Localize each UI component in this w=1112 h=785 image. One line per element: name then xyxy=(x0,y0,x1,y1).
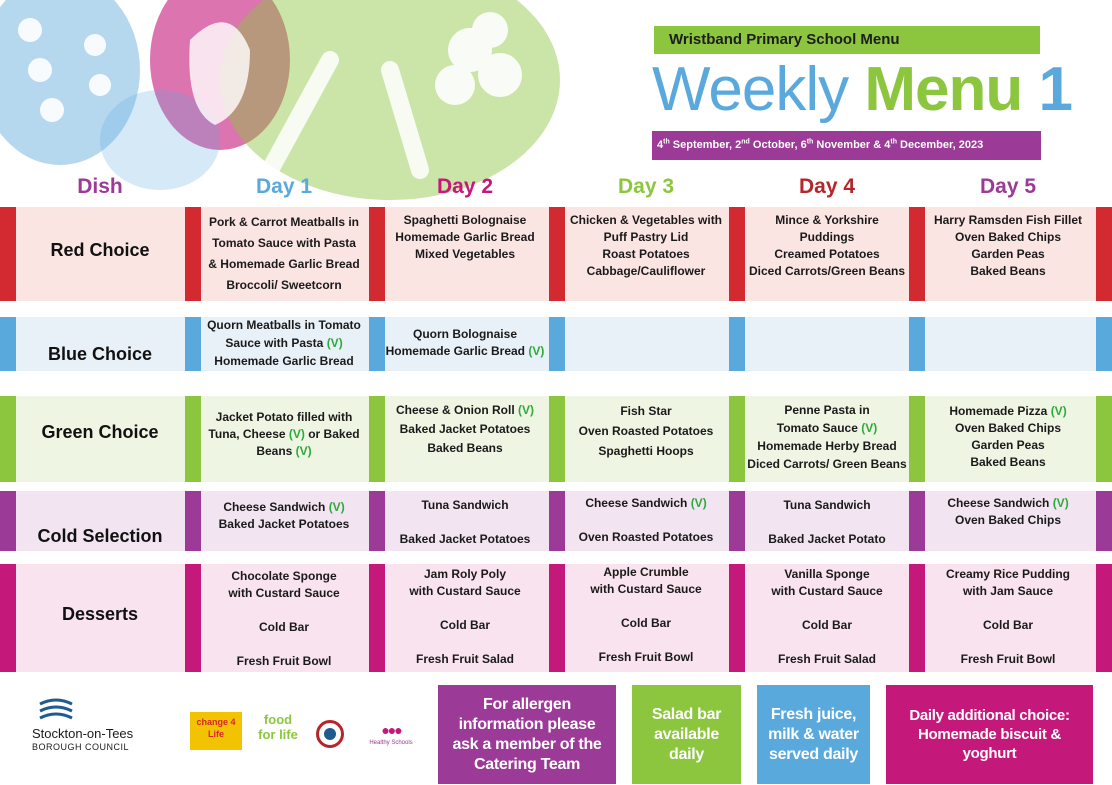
vegetarian-marker: (V) xyxy=(518,403,534,417)
menu-item-line: Oven Roasted Potatoes xyxy=(578,530,714,544)
menu-item-line xyxy=(743,514,911,531)
menu-item-line: with Custard Sauce xyxy=(228,586,340,600)
menu-item-line: Cold Bar xyxy=(439,618,490,632)
menu-item-line: Creamed Potatoes xyxy=(774,247,880,261)
date-rest: October, xyxy=(749,139,801,151)
change4life-text: change 4 Life xyxy=(196,717,236,739)
menu-item-line: Oven Baked Chips xyxy=(954,230,1062,244)
menu-item-line: Baked Jacket Potatoes xyxy=(218,517,350,531)
menu-item-line: Cold Bar xyxy=(801,618,852,632)
date-suffix: nd xyxy=(741,138,750,146)
menu-item-line: Sauce with Pasta (V) xyxy=(225,336,343,350)
menu-item-line: with Custard Sauce xyxy=(771,584,883,598)
menu-item-line xyxy=(381,600,549,617)
color-tab xyxy=(0,207,16,301)
menu-item-line: & Homemade Garlic Bread xyxy=(208,257,360,271)
menu-item-line: Penne Pasta in xyxy=(784,403,870,417)
menu-item-line: Cheese & Onion Roll (V) xyxy=(395,403,534,417)
menu-item-line: Tomato Sauce with Pasta xyxy=(212,236,356,250)
menu-cell xyxy=(562,401,730,461)
menu-item-line: Tuna Sandwich xyxy=(421,498,509,512)
healthy-schools-text: Healthy Schools xyxy=(369,740,413,746)
menu-item-line: Tomato Sauce (V) xyxy=(776,421,878,435)
foodforlife-logo: food for life xyxy=(258,712,298,742)
menu-item-line: Fresh Fruit Bowl xyxy=(960,652,1056,666)
menu-item-line: Puddings xyxy=(799,230,855,244)
menu-item-line: Broccoli/ Sweetcorn xyxy=(226,278,342,292)
menu-item-line: Vanilla Sponge xyxy=(784,567,870,581)
menu-item-line: Homemade Garlic Bread xyxy=(214,354,354,368)
vegetarian-marker: (V) xyxy=(328,500,345,514)
change4life-logo xyxy=(190,712,242,750)
menu-cell xyxy=(924,212,1092,280)
vegetarian-marker: (V) xyxy=(1052,496,1069,510)
menu-item-line: Baked Jacket Potato xyxy=(768,532,886,546)
menu-item-line xyxy=(924,634,1092,651)
menu-item-line: Pork & Carrot Meatballs in xyxy=(208,215,360,229)
vegetarian-marker: (V) xyxy=(295,444,312,458)
menu-item-line: Cheese Sandwich (V) xyxy=(585,496,707,510)
color-tab xyxy=(1096,207,1112,301)
color-tab xyxy=(1096,317,1112,371)
row-label: Desserts xyxy=(61,604,139,624)
menu-item-line: Quorn Meatballs in Tomato xyxy=(207,318,361,332)
menu-item-line: Garden Peas xyxy=(971,247,1045,261)
menu-item-line: with Jam Sauce xyxy=(962,584,1054,598)
column-header-dish: Dish xyxy=(77,175,123,198)
column-header-day2: Day 2 xyxy=(436,175,494,198)
color-tab xyxy=(909,564,925,672)
color-tab xyxy=(0,564,16,672)
menu-item-line: Chicken & Vegetables with xyxy=(569,213,723,227)
menu-item-line: Fish Star xyxy=(620,404,672,418)
salad-bar-box xyxy=(632,685,741,784)
menu-item-line: Diced Carrots/ Green Beans xyxy=(747,457,907,471)
color-tab xyxy=(729,317,745,371)
menu-cell xyxy=(743,497,911,548)
menu-item-line: Diced Carrots/Green Beans xyxy=(748,264,906,278)
page-title xyxy=(652,54,1072,126)
vegetarian-marker: (V) xyxy=(861,421,878,435)
color-tab xyxy=(909,396,925,482)
menu-item-line: Harry Ramsden Fish Fillet xyxy=(933,213,1083,227)
date-rest: November & xyxy=(813,139,885,151)
color-tab xyxy=(185,564,201,672)
menu-cell xyxy=(562,564,730,666)
color-tab xyxy=(909,207,925,301)
color-tab xyxy=(185,317,201,371)
menu-item-line: Jacket Potato filled with xyxy=(215,410,353,424)
date-day: 6 xyxy=(800,139,807,151)
menu-item-line xyxy=(381,514,549,531)
menu-item-line: Puff Pastry Lid xyxy=(603,230,689,244)
color-tab xyxy=(0,491,16,551)
menu-item-line: Cold Bar xyxy=(258,620,309,634)
people-icon: ●●● xyxy=(381,722,401,738)
council-sub: BOROUGH COUNCIL xyxy=(32,742,130,752)
column-header-day3: Day 3 xyxy=(617,175,675,198)
menu-item-line: Cheese Sandwich (V) xyxy=(947,496,1069,510)
menu-cell xyxy=(562,212,730,280)
menu-item-line: Baked Beans xyxy=(970,264,1046,278)
date-suffix: th xyxy=(663,138,670,146)
vegetarian-marker: (V) xyxy=(326,336,343,350)
vegetarian-marker: (V) xyxy=(690,496,707,510)
menu-cell xyxy=(381,326,549,360)
menu-item-line: with Custard Sauce xyxy=(590,582,702,596)
menu-item-line xyxy=(562,632,730,649)
menu-item-line: Creamy Rice Pudding xyxy=(945,567,1071,581)
menu-item-line: Cabbage/Cauliflower xyxy=(586,264,706,278)
color-tab xyxy=(1096,564,1112,672)
salad-bar-text: Salad bar available daily xyxy=(651,705,722,763)
vegetarian-marker: (V) xyxy=(1050,404,1067,418)
color-tab xyxy=(185,396,201,482)
row-label: Cold Selection xyxy=(37,526,163,546)
menu-item-line: Cold Bar xyxy=(620,616,671,630)
date-rest: December, 2023 xyxy=(896,139,984,151)
column-header-day4: Day 4 xyxy=(798,175,856,198)
menu-item-line: Jam Roly Poly xyxy=(423,567,507,581)
menu-item-line xyxy=(200,602,368,619)
menu-cell xyxy=(924,495,1092,529)
menu-item-line xyxy=(381,634,549,651)
menu-cell xyxy=(200,499,368,533)
menu-item-line: Homemade Garlic Bread (V) xyxy=(385,344,545,358)
color-tab xyxy=(185,491,201,551)
menu-item-line: Beans (V) xyxy=(256,444,312,458)
healthy-schools-logo xyxy=(366,722,416,754)
menu-item-line xyxy=(562,598,730,615)
menu-item-line: Cold Bar xyxy=(982,618,1033,632)
daily-choice-text: Daily additional choice: Homemade biscuit & yoghurt xyxy=(909,707,1070,762)
menu-item-line: Tuna, Cheese (V) or Baked xyxy=(208,427,360,441)
menu-cell xyxy=(743,212,911,280)
menu-cell xyxy=(381,212,549,263)
menu-cell xyxy=(562,495,730,546)
menu-item-line: Oven Baked Chips xyxy=(954,421,1062,435)
menu-item-line: Quorn Bolognaise xyxy=(412,327,517,341)
menu-cell xyxy=(381,401,549,458)
menu-item-line xyxy=(743,600,911,617)
title-number: 1 xyxy=(1038,55,1072,124)
menu-item-line: Spaghetti Bolognaise xyxy=(403,213,527,227)
title-weekly: Weekly xyxy=(652,55,849,124)
menu-item-line: Fresh Fruit Salad xyxy=(415,652,515,666)
color-tab xyxy=(549,317,565,371)
menu-cell xyxy=(381,566,549,668)
color-tab xyxy=(1096,396,1112,482)
row-label: Blue Choice xyxy=(47,344,153,364)
menu-cell xyxy=(924,403,1092,471)
menu-cell xyxy=(200,212,368,296)
menu-item-line xyxy=(743,634,911,651)
menu-cell xyxy=(200,409,368,460)
menu-cell xyxy=(200,568,368,670)
menu-item-line: Apple Crumble xyxy=(603,565,689,579)
allergen-info-box xyxy=(438,685,616,784)
vegetable-artwork xyxy=(0,0,560,200)
menu-cell xyxy=(381,497,549,548)
menu-cell xyxy=(743,401,911,473)
row-label: Red Choice xyxy=(50,240,150,260)
menu-item-line xyxy=(200,636,368,653)
vegetarian-marker: (V) xyxy=(288,427,305,441)
menu-item-line: Mixed Vegetables xyxy=(414,247,516,261)
menu-item-line: Spaghetti Hoops xyxy=(598,444,694,458)
menu-item-line: Oven Roasted Potatoes xyxy=(578,424,714,438)
council-logo xyxy=(32,694,172,764)
date-day: 4 xyxy=(657,139,664,151)
daily-choice-box xyxy=(886,685,1093,784)
vegetarian-marker: (V) xyxy=(528,344,545,358)
menu-item-line xyxy=(562,512,730,529)
color-tab xyxy=(185,207,201,301)
menu-item-line: Fresh Fruit Bowl xyxy=(236,654,332,668)
allergen-info-text: For allergen information please ask a member of the Catering Team xyxy=(452,695,602,773)
rosette-center-icon xyxy=(324,728,336,740)
fresh-drinks-text: Fresh juice, milk & water served daily xyxy=(768,705,859,763)
row-label: Green Choice xyxy=(41,422,159,442)
menu-item-line: with Custard Sauce xyxy=(409,584,521,598)
color-tab xyxy=(909,491,925,551)
menu-item-line xyxy=(924,600,1092,617)
menu-item-line: Fresh Fruit Salad xyxy=(777,652,877,666)
menu-item-line: Fresh Fruit Bowl xyxy=(598,650,694,664)
fresh-drinks-box xyxy=(757,685,870,784)
date-suffix: th xyxy=(890,138,897,146)
menu-item-line: Roast Potatoes xyxy=(602,247,690,261)
menu-item-line: Baked Beans xyxy=(427,441,503,455)
date-suffix: th xyxy=(806,138,814,146)
color-tab xyxy=(909,317,925,371)
menu-item-line: Homemade Pizza (V) xyxy=(949,404,1067,418)
menu-cell xyxy=(743,566,911,668)
color-tab xyxy=(0,396,16,482)
school-name-bar: Wristband Primary School Menu xyxy=(654,26,1040,54)
color-tab xyxy=(1096,491,1112,551)
date-rest: September, xyxy=(669,139,736,151)
title-menu: Menu xyxy=(864,55,1023,124)
column-header-day1: Day 1 xyxy=(255,175,313,198)
menu-item-line: Baked Jacket Potatoes xyxy=(399,422,531,436)
council-wave-icon xyxy=(38,696,74,724)
menu-item-line: Chocolate Sponge xyxy=(231,569,337,583)
menu-item-line: Homemade Garlic Bread xyxy=(395,230,535,244)
date-day: 2 xyxy=(735,139,742,151)
menu-item-line: Garden Peas xyxy=(971,438,1045,452)
date-bar xyxy=(652,131,1041,160)
color-tab xyxy=(0,317,16,371)
menu-item-line: Oven Baked Chips xyxy=(954,513,1062,527)
menu-item-line: Tuna Sandwich xyxy=(783,498,871,512)
column-header-day5: Day 5 xyxy=(979,175,1037,198)
rosette-logo xyxy=(316,720,344,748)
menu-cell xyxy=(200,316,368,370)
menu-item-line: Mince & Yorkshire xyxy=(775,213,879,227)
date-day: 4 xyxy=(884,139,891,151)
menu-item-line: Baked Jacket Potatoes xyxy=(399,532,531,546)
menu-item-line: Cheese Sandwich (V) xyxy=(223,500,345,514)
council-name: Stockton-on-Tees xyxy=(32,726,134,741)
menu-item-line: Homemade Herby Bread xyxy=(757,439,897,453)
menu-cell xyxy=(924,566,1092,668)
menu-item-line: Baked Beans xyxy=(970,455,1046,469)
